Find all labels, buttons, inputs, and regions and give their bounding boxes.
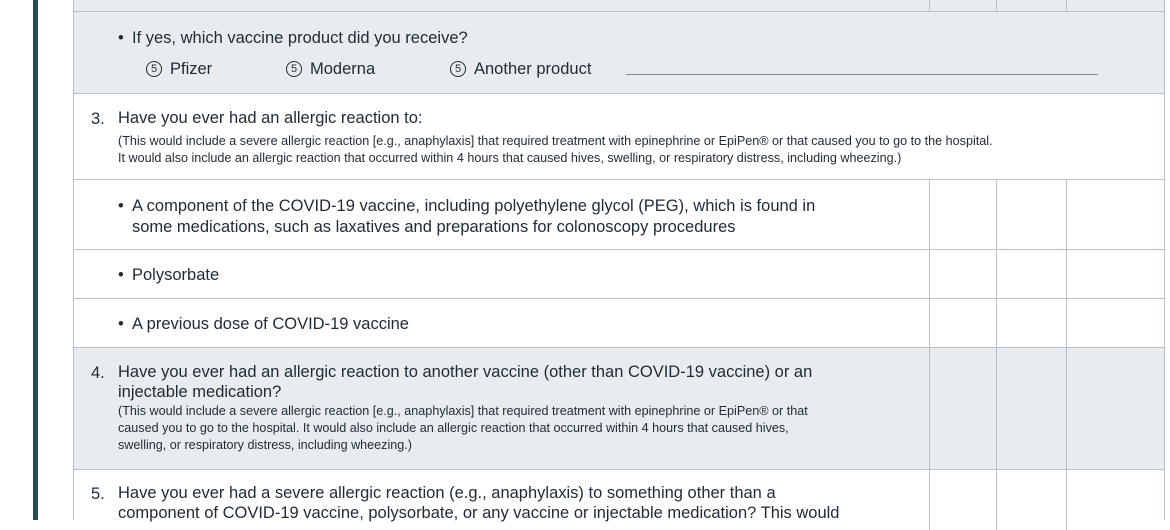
question-3-row bbox=[74, 94, 1164, 180]
question-4-note-line1: (This would include a severe allergic reaction [e.g., anaphylaxis] that required treatment with epinephrine or EpiPen® or that bbox=[118, 404, 808, 418]
question-3-note-line2: It would also include an allergic reaction that occurred within 4 hours that caused hives, swelling, or respiratory distress, including wheezing.) bbox=[118, 151, 902, 165]
answer-columns[interactable] bbox=[929, 348, 1164, 469]
question-5-text-line2: component of COVID-19 vaccine, polysorbate, or any vaccine or injectable medication? This would bbox=[118, 504, 840, 522]
radio-circle-icon[interactable]: 5 bbox=[450, 61, 466, 77]
question-3-item-peg bbox=[74, 180, 1164, 250]
option-another-product[interactable]: 5 Another product bbox=[450, 59, 591, 79]
item-text: • A component of the COVID-19 vaccine, including polyethylene glycol (PEG), which is found in bbox=[118, 197, 816, 215]
item-text: • A previous dose of COVID-19 vaccine bbox=[118, 315, 409, 333]
question-3-item-previous-dose bbox=[74, 299, 1164, 348]
another-product-input-line[interactable] bbox=[626, 74, 1098, 75]
question-4-text-line2: injectable medication? bbox=[118, 383, 282, 401]
answer-columns[interactable] bbox=[929, 250, 1164, 298]
question-4-row bbox=[74, 348, 1164, 470]
page-left-border bbox=[0, 0, 40, 520]
vaccine-product-question: • If yes, which vaccine product did you receive? bbox=[118, 29, 468, 47]
question-3-text: Have you ever had an allergic reaction to: bbox=[118, 109, 423, 127]
answer-columns[interactable] bbox=[929, 299, 1164, 347]
previous-row bbox=[74, 0, 1164, 12]
radio-circle-icon[interactable]: 5 bbox=[286, 61, 302, 77]
question-3-note-line1: (This would include a severe allergic reaction [e.g., anaphylaxis] that required treatment with epinephrine or EpiPen® or that caused you to go to the hospital. bbox=[118, 134, 993, 148]
item-text: • Polysorbate bbox=[118, 266, 220, 284]
question-number: 4. bbox=[91, 364, 105, 382]
question-5-text-line1: Have you ever had a severe allergic reaction (e.g., anaphylaxis) to something other than a bbox=[118, 484, 776, 502]
question-4-note-line3: swelling, or respiratory distress, including wheezing.) bbox=[118, 438, 412, 452]
vaccine-product-row bbox=[74, 12, 1164, 94]
question-4-text-line1: Have you ever had an allergic reaction to another vaccine (other than COVID-19 vaccine) or an bbox=[118, 363, 813, 381]
item-text-line2: some medications, such as laxatives and preparations for colonoscopy procedures bbox=[132, 218, 736, 236]
answer-columns[interactable] bbox=[929, 470, 1164, 530]
radio-circle-icon[interactable]: 5 bbox=[146, 61, 162, 77]
question-4-note-line2: caused you to go to the hospital. It would also include an allergic reaction that occurred within 4 hours that caused hives, bbox=[118, 421, 789, 435]
answer-columns[interactable] bbox=[929, 180, 1164, 249]
answer-columns bbox=[929, 0, 1164, 11]
option-moderna[interactable]: 5 Moderna bbox=[286, 59, 375, 79]
question-3-item-polysorbate bbox=[74, 250, 1164, 299]
question-5-row bbox=[74, 470, 1164, 530]
question-number: 5. bbox=[91, 485, 105, 503]
option-pfizer[interactable]: 5 Pfizer bbox=[146, 59, 212, 79]
question-number: 3. bbox=[91, 110, 105, 128]
screening-form bbox=[73, 0, 1165, 520]
